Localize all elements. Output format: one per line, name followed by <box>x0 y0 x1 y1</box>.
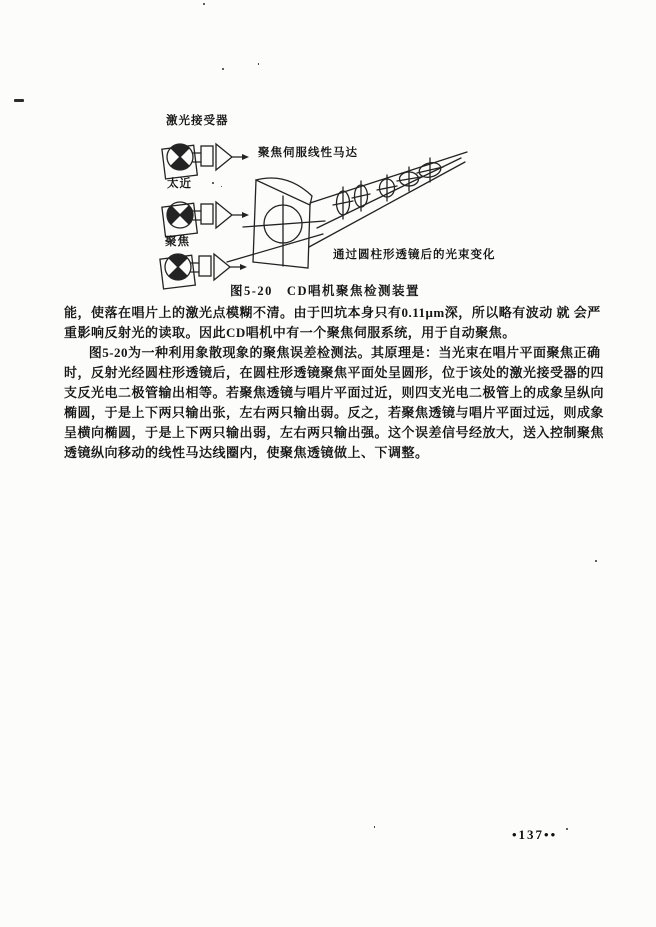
figure-diagram <box>145 108 480 308</box>
body-text-line: 支反光电二极管输出相等。若聚焦透镜与唱片平面过近，则四支光电二极管上的成象呈纵向 <box>64 385 605 400</box>
figure-caption: 图5-20 CD唱机聚焦检测装置 <box>230 284 420 298</box>
amplifier-icon <box>216 202 232 228</box>
body-text-line: 透镜纵向移动的线性马达线圈内，使聚焦透镜做上、下调整。 <box>64 445 429 460</box>
body-text-line: 图5-20为一种利用象散现象的聚焦误差检测法。其原理是：当光束在唱片平面聚焦正确 <box>88 345 601 360</box>
shaded-quadrant <box>169 254 187 267</box>
beam-envelope <box>309 152 467 247</box>
arrow-icon <box>242 212 249 218</box>
photodiode-detector-icon <box>162 144 249 179</box>
shaded-quadrant <box>180 206 193 224</box>
figure-5-20 <box>0 0 656 310</box>
figure-label-servo-motor: 聚焦伺服线性马达 <box>258 147 358 159</box>
figure-label-in-focus: 聚焦 <box>165 236 190 248</box>
body-text-line: 椭圆，于是上下两只输出张，左右两只输出弱。反之，若聚焦透镜与唱片平面过远，则成象 <box>64 405 605 420</box>
shaded-quadrant <box>171 157 189 170</box>
cylindrical-lens-drawing <box>227 178 325 268</box>
figure-label-beam-change: 通过圆柱形透镜后的光束变化 <box>333 249 496 261</box>
photodiode-detector-icon <box>162 202 249 237</box>
figure-label-too-close: 太近 <box>167 178 192 190</box>
amplifier-icon <box>214 254 230 280</box>
page-number: •137•• <box>512 827 558 842</box>
beam-cross-section-icon <box>333 187 353 219</box>
arrow-icon <box>242 154 249 160</box>
body-text-line: 能，使落在唱片上的激光点模糊不清。由于凹坑本身只有0.11μm深，所以略有波动 就 会严 <box>64 305 601 320</box>
body-text-line: 呈横向椭圆，于是上下两只输出弱，左右两只输出强。这个误差信号经放大，送入控制聚焦 <box>64 425 605 440</box>
figure-label-laser-receiver: 激光接受器 <box>166 115 229 127</box>
scan-speck <box>566 828 568 830</box>
amplifier-icon <box>216 144 232 170</box>
shaded-quadrant <box>171 144 189 157</box>
shaded-quadrant <box>169 267 187 280</box>
body-text <box>64 303 605 463</box>
shaded-quadrant <box>167 206 180 224</box>
scan-speck <box>374 826 375 828</box>
arrow-icon <box>240 264 247 270</box>
beam-cross-section-icon <box>352 181 370 211</box>
body-text-line: 重影响反射光的读取。因此CD唱机中有一个聚焦伺服系统，用于自动聚焦。 <box>64 325 516 340</box>
body-text-line: 时，反射光经圆柱形透镜后，在圆柱形透镜聚焦平面处呈圆形，位于该处的激光接受器的四 <box>64 365 605 380</box>
scan-speck <box>595 560 597 562</box>
